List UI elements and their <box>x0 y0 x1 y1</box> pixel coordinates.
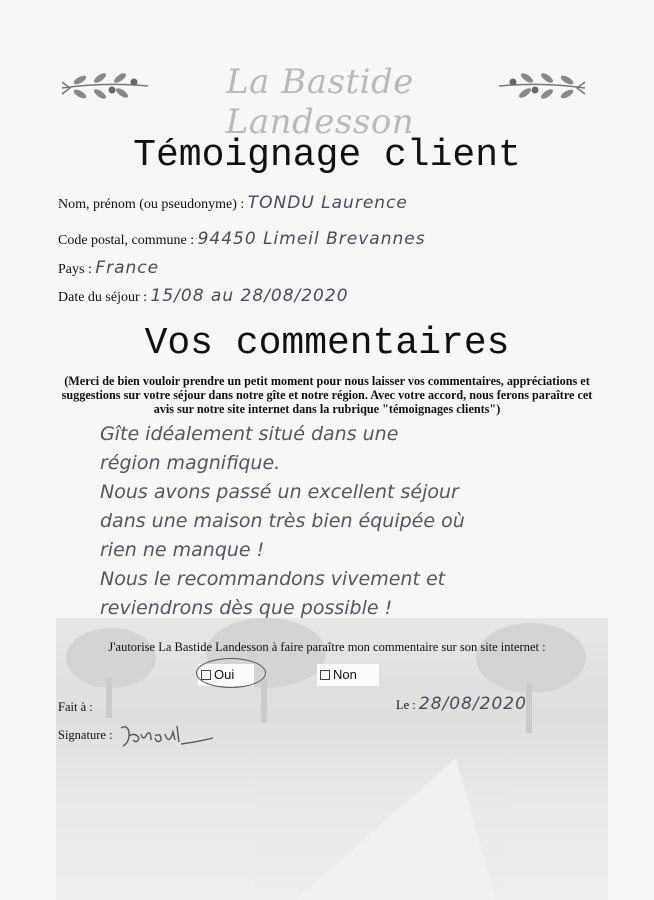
non-option[interactable] <box>317 664 379 686</box>
comment-line: région magnifique. <box>100 452 281 474</box>
header <box>0 62 654 142</box>
name-label: Nom, prénom (ou pseudonyme) : <box>58 197 245 212</box>
stay-date-value: 15/08 au 28/08/2020 <box>150 286 349 306</box>
brand-name: La Bastide Landesson <box>225 62 415 142</box>
postal-value: 94450 Limeil Brevannes <box>197 229 426 249</box>
selection-circle <box>196 658 266 688</box>
page-title: Témoignage client <box>133 134 521 177</box>
comment-line: Nous avons passé un excellent séjour <box>100 481 459 503</box>
done-at-label: Fait à : <box>58 700 93 714</box>
handwritten-signature <box>117 722 217 752</box>
comments-title: Vos commentaires <box>144 322 510 365</box>
non-checkbox[interactable] <box>320 670 330 680</box>
stay-date-field[interactable] <box>58 286 349 306</box>
postal-label: Code postal, commune : <box>58 233 195 248</box>
comments-text[interactable] <box>100 420 600 623</box>
oui-label: Oui <box>214 667 235 682</box>
date-value: 28/08/2020 <box>418 694 527 714</box>
postal-field[interactable] <box>58 229 426 249</box>
comment-line: dans une maison très bien équipée où <box>100 510 465 532</box>
comment-line: Nous le recommandons vivement et <box>100 568 446 590</box>
country-value: France <box>95 258 160 278</box>
date-field[interactable] <box>396 694 527 714</box>
name-field[interactable] <box>58 193 408 213</box>
comment-line: rien ne manque ! <box>100 539 265 561</box>
background-photo <box>56 618 608 900</box>
country-label: Pays : <box>58 262 92 277</box>
name-value: TONDU Laurence <box>247 193 408 213</box>
country-field[interactable] <box>58 258 159 278</box>
comment-line: Gîte idéalement situé dans une <box>100 423 399 445</box>
signature-label: Signature : <box>58 728 113 742</box>
comment-line: reviendrons dès que possible ! <box>100 597 393 619</box>
non-label: Non <box>333 667 357 682</box>
authorization-text: J'autorise La Bastide Landesson à faire paraître mon commentaire sur son site internet : <box>108 640 546 654</box>
comments-intro: (Merci de bien vouloir prendre un petit moment pour nous laisser vos commentaires, appréciations et suggestions sur votre séjour dans notre gîte et notre région. Avec votre accord, nous ferons paraître cet avis sur notre site internet dans la rubrique "témoignages clients") <box>61 374 593 416</box>
stay-date-label: Date du séjour : <box>58 290 148 305</box>
date-label: Le : <box>396 698 416 712</box>
olive-branch-icon <box>497 68 587 104</box>
olive-branch-icon <box>60 68 150 104</box>
